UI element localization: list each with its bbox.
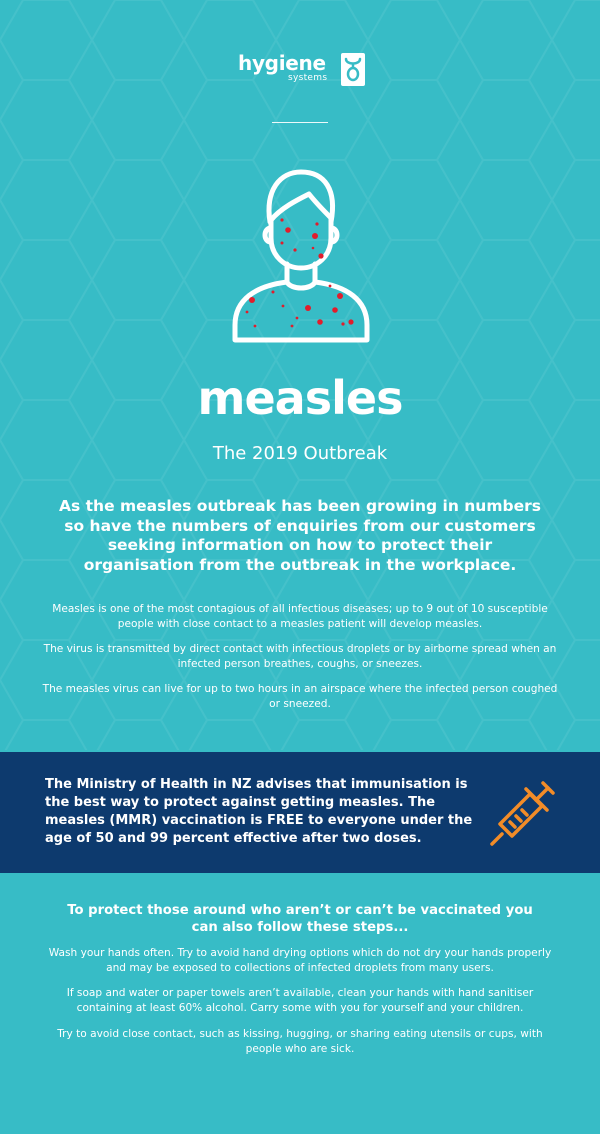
- header-divider: [272, 122, 328, 123]
- hygiene-logo-icon: [341, 53, 365, 86]
- fact-paragraph: The virus is transmitted by direct contact with infectious droplets or by airborne spread when an infected person breathes, coughs, or sneezes.: [43, 643, 557, 670]
- facts-section: [40, 602, 560, 722]
- steps-heading: To protect those around who aren’t or can’t be vaccinated you can also follow these steps...: [67, 903, 533, 935]
- page-subtitle: The 2019 Outbreak: [212, 443, 388, 464]
- step-item: If soap and water or paper towels aren’t available, clean your hands with hand sanitiser containing at least 60% alcohol. Carry some with you for yourself and your children.: [66, 987, 534, 1015]
- step-item: Try to avoid close contact, such as kissing, hugging, or sharing eating utensils or cups, with people who are sick.: [57, 1027, 543, 1055]
- steps-list: [45, 946, 555, 1067]
- page-title: measles: [197, 371, 403, 425]
- hygiene-systems-logo: [238, 52, 368, 88]
- logo-subtitle: systems: [288, 73, 328, 83]
- logo-wordmark: hygiene: [238, 51, 326, 75]
- step-item: Wash your hands often. Try to avoid hand drying options which do not dry your hands properly and may be exposed to collections of infected droplets from many users.: [48, 947, 552, 974]
- syringe-icon: [486, 775, 561, 850]
- fact-paragraph: The measles virus can live for up to two hours in an airspace where the infected person coughed or sneezed.: [42, 683, 558, 710]
- ministry-note: The Ministry of Health in NZ advises that immunisation is the best way to protect against getting measles. The measles (MMR) vaccination is FREE to everyone under the age of 50 and 99 percent effective after two doses.: [45, 777, 473, 846]
- fact-paragraph: Measles is one of the most contagious of all infectious diseases; up to 9 out of 10 susceptible people with close contact to a measles patient will develop measles.: [52, 603, 548, 630]
- person-with-rash-icon: [225, 160, 375, 350]
- intro-paragraph: As the measles outbreak has been growing in numbers so have the numbers of enquiries from our customers seeking information on how to protect their organisation from the outbreak in the workplace.: [59, 497, 541, 574]
